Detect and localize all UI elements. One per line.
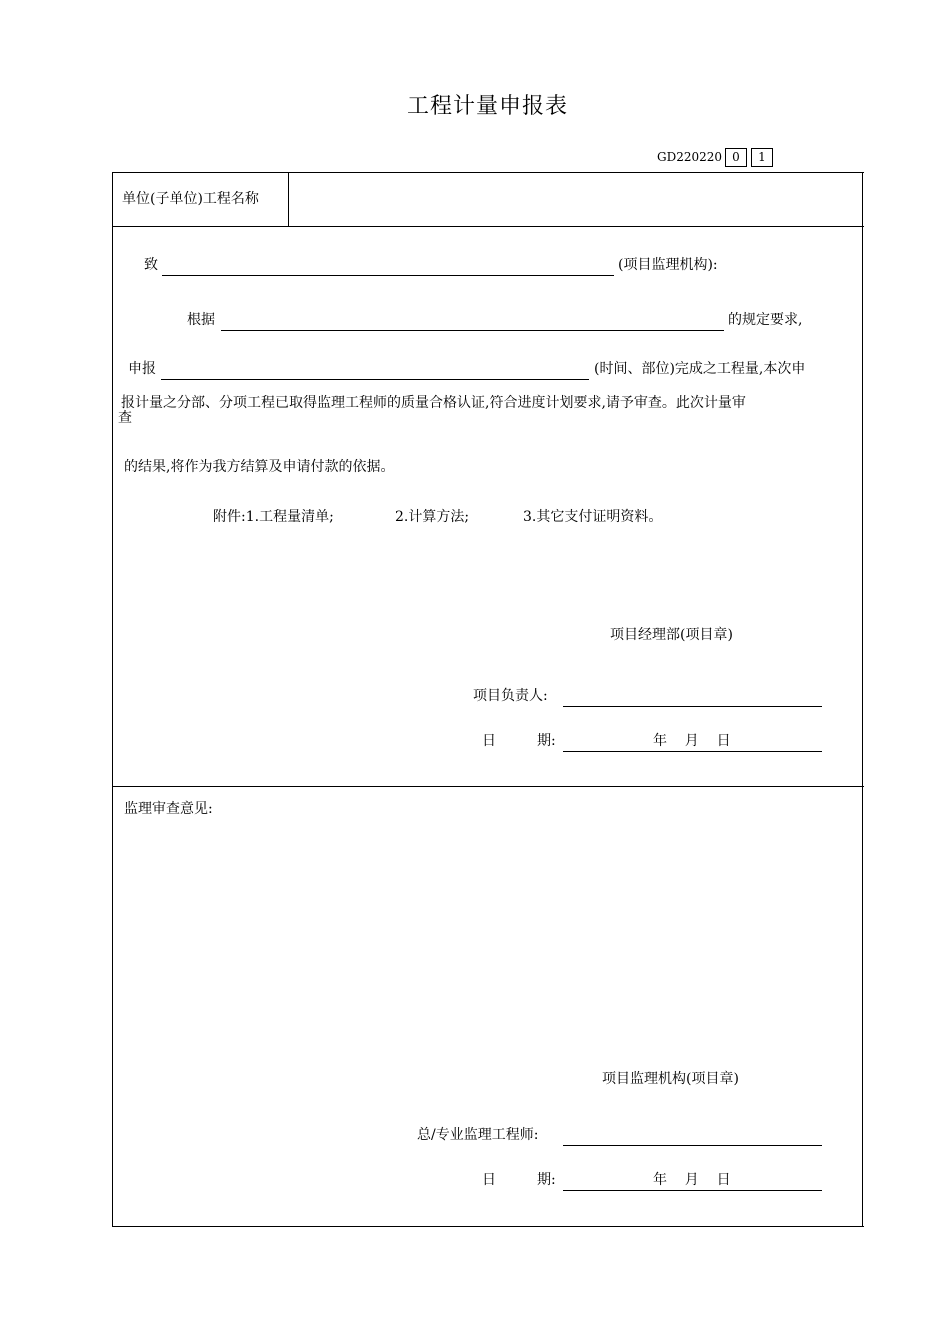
basis-suffix: 的规定要求,: [728, 312, 803, 328]
table-left-border: [112, 172, 113, 1227]
body-line-1-wrap: 查: [118, 410, 132, 426]
review-opinion-field[interactable]: [122, 825, 852, 1045]
form-code: GD220220: [657, 150, 723, 164]
table-bottom-border: [112, 1226, 864, 1227]
review-date-placeholder: 年 月 日: [653, 1172, 731, 1188]
supervisor-seal-label: 项目监理机构(项目章): [602, 1071, 739, 1087]
to-suffix: (项目监理机构):: [618, 257, 718, 273]
project-name-label: 单位(子单位)工程名称: [122, 191, 259, 207]
contractor-date-placeholder: 年 月 日: [653, 733, 731, 749]
supervisor-org-field[interactable]: [162, 275, 614, 276]
review-date-field[interactable]: [563, 1190, 822, 1191]
table-right-border: [862, 172, 863, 1227]
time-location-field[interactable]: [161, 379, 589, 380]
to-prefix: 致: [144, 257, 158, 273]
attachment-1: 附件:1.工程量清单;: [213, 509, 334, 525]
engineer-label: 总/专业监理工程师:: [417, 1127, 539, 1143]
basis-field[interactable]: [221, 330, 724, 331]
basis-prefix: 根据: [187, 312, 215, 328]
review-date-label-2: 期:: [537, 1172, 556, 1188]
section-divider: [112, 786, 864, 787]
project-manager-signature-field[interactable]: [563, 706, 822, 707]
contractor-seal-label: 项目经理部(项目章): [610, 627, 733, 643]
attachment-2: 2.计算方法;: [395, 509, 470, 525]
table-top-border: [112, 172, 864, 173]
header-row-divider: [112, 226, 864, 227]
body-line-2: 的结果,将作为我方结算及申请付款的依据。: [124, 459, 395, 475]
engineer-signature-field[interactable]: [563, 1145, 822, 1146]
review-opinion-label: 监理审查意见:: [124, 801, 213, 817]
body-line-1: 报计量之分部、分项工程已取得监理工程师的质量合格认证,符合进度计划要求,请予审查。此次计量审: [121, 395, 746, 411]
declare-prefix: 申报: [128, 361, 156, 377]
declare-suffix: (时间、部位)完成之工程量,本次申: [594, 361, 806, 377]
header-cell-divider: [288, 172, 289, 227]
attachment-3: 3.其它支付证明资料。: [523, 509, 663, 525]
review-date-label-1: 日: [482, 1172, 496, 1188]
form-code-box-1[interactable]: 0: [725, 148, 747, 167]
form-code-box-2[interactable]: 1: [751, 148, 773, 167]
form-title: 工程计量申报表: [406, 94, 568, 119]
contractor-date-field[interactable]: [563, 751, 822, 752]
contractor-date-label-2: 期:: [537, 733, 556, 749]
contractor-date-label-1: 日: [482, 733, 496, 749]
project-manager-label: 项目负责人:: [473, 688, 548, 704]
project-name-field[interactable]: [300, 192, 850, 212]
